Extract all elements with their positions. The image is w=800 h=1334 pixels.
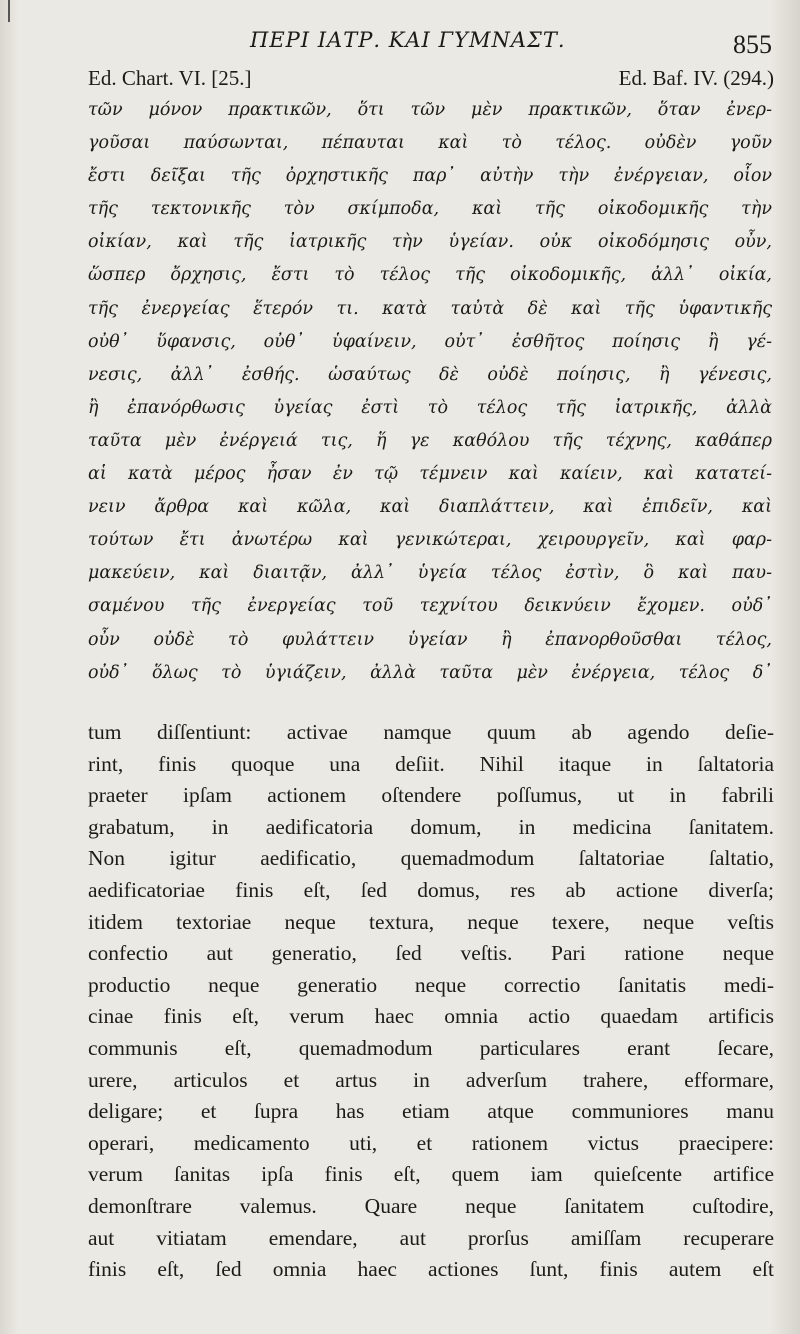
latin-text-line: tum diſſentiunt: activae namque quum ab agendo deſie- <box>88 720 774 744</box>
greek-text-line: μακεύειν, καὶ διαιτᾷν, ἀλλ᾽ ὑγεία τέλος ἐστὶν, ὃ καὶ παυ- <box>88 563 772 584</box>
latin-text-line: grabatum, in aedificatoria domum, in medicina ſanitatem. <box>88 814 774 839</box>
margin-mark <box>8 0 10 22</box>
greek-text-line: ταῦτα μὲν ἐνέργειά τις, ἥ γε καθόλου τῆς τέχνης, καθάπερ <box>88 430 772 451</box>
latin-text-line: finis eſt, ſed omnia haec actiones ſunt, finis autem eſt <box>88 1257 774 1282</box>
greek-text-line: νειν ἄρθρα καὶ κῶλα, καὶ διαπλάττειν, καὶ ἐπιδεῖν, καὶ <box>88 497 772 518</box>
latin-text-line: itidem textoriae neque textura, neque texere, neque veſtis <box>88 909 774 934</box>
greek-text-line: τούτων ἔτι ἀνωτέρω καὶ γενικώτεραι, χειρουργεῖν, καὶ φαρ- <box>88 530 772 551</box>
greek-text-line: τῆς τεκτονικῆς τὸν σκίμποδα, καὶ τῆς οἰκοδομικῆς τὴν <box>88 199 772 220</box>
latin-text-line: aut vitiatam emendare, aut prorſus amiſſam recuperare <box>88 1225 774 1250</box>
latin-text-line: cinae finis eſt, verum haec omnia actio quaedam artificis <box>88 1004 774 1029</box>
running-title: ΠΕΡΙ ΙΑΤΡ. ΚΑΙ ΓΥΜΝΑΣΤ. <box>250 28 566 52</box>
latin-text-line: verum ſanitas ipſa finis eſt, quem iam quieſcente artifice <box>88 1162 774 1187</box>
greek-text-line: γοῦσαι παύσωνται, πέπαυται καὶ τὸ τέλος. οὐδὲν γοῦν <box>88 133 772 154</box>
greek-text-line: ἔστι δεῖξαι τῆς ὀρχηστικῆς παρ᾽ αὐτὴν τὴν ἐνέργειαν, οἷον <box>88 166 772 187</box>
latin-text-line: praeter ipſam actionem oſtendere poſſumus, ut in fabrili <box>88 783 774 808</box>
latin-text-line: urere, articulos et artus in adverſum trahere, efformare, <box>88 1067 774 1092</box>
greek-text-line: οὐθ᾽ ὕφανσις, οὐθ᾽ ὑφαίνειν, οὐτ᾽ ἐσθῆτος ποίησις ἢ γέ- <box>88 331 772 352</box>
latin-text-block <box>88 717 774 1286</box>
running-head <box>0 28 800 58</box>
latin-text-line: confectio aut generatio, ſed veſtis. Pari ratione neque <box>88 941 774 966</box>
greek-text-line: νεσις, ἀλλ᾽ ἐσθής. ὡσαύτως δὲ οὐδὲ ποίησις, ἢ γένεσις, <box>88 364 772 385</box>
edition-chart-ref: Ed. Chart. VI. [25.] <box>88 66 252 90</box>
edition-basel-ref: Ed. Baf. IV. (294.) <box>618 66 774 90</box>
greek-text-line: ἢ ἐπανόρθωσις ὑγείας ἐστὶ τὸ τέλος τῆς ἰατρικῆς, ἀλλὰ <box>88 397 772 418</box>
latin-text-line: deligare; et ſupra has etiam atque communiores manu <box>88 1099 774 1124</box>
greek-text-line: οἰκίαν, καὶ τῆς ἰατρικῆς τὴν ὑγείαν. οὐκ οἰκοδόμησις οὖν, <box>88 232 772 253</box>
greek-text-line: οὖν οὐδὲ τὸ φυλάττειν ὑγείαν ἢ ἐπανορθοῦσθαι τέλος, <box>88 629 772 650</box>
latin-text-line: aedificatoriae finis eſt, ſed domus, res ab actione diverſa; <box>88 877 774 902</box>
latin-text-line: rint, finis quoque una deſiit. Nihil itaque in ſaltatoria <box>88 751 774 776</box>
greek-text-line: τῶν μόνον πρακτικῶν, ὅτι τῶν μὲν πρακτικῶν, ὅταν ἐνερ- <box>88 100 772 120</box>
page-number: 855 <box>733 30 772 59</box>
greek-text-line: οὐδ᾽ ὅλως τὸ ὑγιάζειν, ἀλλὰ ταῦτα μὲν ἐνέργεια, τέλος δ᾽ <box>88 662 772 683</box>
greek-text-block <box>88 94 772 690</box>
greek-text-line: ὥσπερ ὄρχησις, ἔστι τὸ τέλος τῆς οἰκοδομικῆς, ἀλλ᾽ οἰκία, <box>88 265 772 286</box>
latin-text-line: operari, medicamento uti, et rationem victus praecipere: <box>88 1130 774 1155</box>
latin-text-line: demonſtrare valemus. Quare neque ſanitatem cuſtodire, <box>88 1193 774 1218</box>
latin-text-line: Non igitur aedificatio, quemadmodum ſaltatoriae ſaltatio, <box>88 846 774 871</box>
latin-text-line: communis eſt, quemadmodum particulares erant ſecare, <box>88 1035 774 1060</box>
greek-text-line: σαμένου τῆς ἐνεργείας τοῦ τεχνίτου δεικνύειν ἔχομεν. οὐδ᾽ <box>88 596 772 617</box>
greek-text-line: αἱ κατὰ μέρος ἦσαν ἐν τῷ τέμνειν καὶ καίειν, καὶ κατατεί- <box>88 464 772 485</box>
latin-text-line: productio neque generatio neque correctio ſanitatis medi- <box>88 972 774 997</box>
edition-references <box>88 66 774 94</box>
greek-text-line: τῆς ἐνεργείας ἕτερόν τι. κατὰ ταὐτὰ δὲ καὶ τῆς ὑφαντικῆς <box>88 298 772 319</box>
